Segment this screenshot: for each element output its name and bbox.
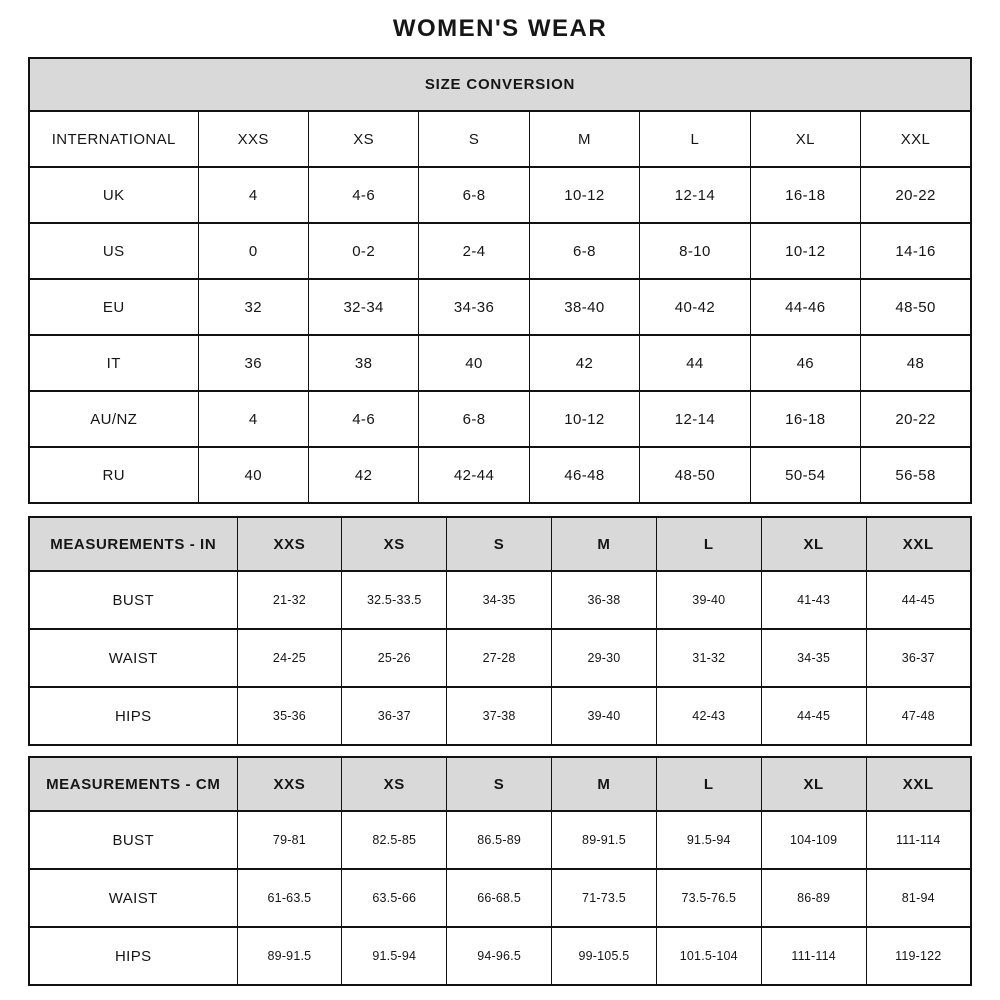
table-row xyxy=(29,869,971,927)
measurement-cell: 25-26 xyxy=(342,629,447,687)
size-cell: 46 xyxy=(750,335,860,391)
size-cell: 50-54 xyxy=(750,447,860,503)
size-cell: 32 xyxy=(198,279,308,335)
size-cell: 16-18 xyxy=(750,391,860,447)
size-cell: 36 xyxy=(198,335,308,391)
table-spacer xyxy=(28,504,972,516)
size-column-header: S xyxy=(447,517,552,571)
measurement-cell: 71-73.5 xyxy=(552,869,657,927)
table-row xyxy=(29,571,971,629)
size-cell: 56-58 xyxy=(861,447,971,503)
size-cell: 0-2 xyxy=(308,223,418,279)
size-cell: 10-12 xyxy=(750,223,860,279)
measurement-cell: 91.5-94 xyxy=(342,927,447,985)
size-column-header: XL xyxy=(761,517,866,571)
measurement-cell: 82.5-85 xyxy=(342,811,447,869)
size-column-header: XS xyxy=(342,517,447,571)
size-column-header: XS xyxy=(342,757,447,811)
size-conversion-table xyxy=(28,57,972,504)
size-cell: 10-12 xyxy=(529,167,639,223)
size-column-header: XXL xyxy=(866,757,971,811)
size-column-header: L xyxy=(656,757,761,811)
measurement-cell: 101.5-104 xyxy=(656,927,761,985)
row-label: EU xyxy=(29,279,198,335)
measurement-cell: 91.5-94 xyxy=(656,811,761,869)
measurement-cell: 94-96.5 xyxy=(447,927,552,985)
size-column-header: XL xyxy=(750,111,860,167)
size-column-header: M xyxy=(552,517,657,571)
measurements-in-table xyxy=(28,516,972,746)
size-column-header: XXL xyxy=(866,517,971,571)
size-cell: 48-50 xyxy=(861,279,971,335)
size-cell: 12-14 xyxy=(640,167,750,223)
size-column-header: M xyxy=(552,757,657,811)
size-column-header: XL xyxy=(761,757,866,811)
size-cell: 38-40 xyxy=(529,279,639,335)
table-caption-row xyxy=(29,58,971,111)
measurement-cell: 89-91.5 xyxy=(237,927,342,985)
measurement-cell: 104-109 xyxy=(761,811,866,869)
measurement-cell: 21-32 xyxy=(237,571,342,629)
row-label: AU/NZ xyxy=(29,391,198,447)
measurement-cell: 86-89 xyxy=(761,869,866,927)
size-cell: 44-46 xyxy=(750,279,860,335)
size-cell: 48-50 xyxy=(640,447,750,503)
table-row xyxy=(29,811,971,869)
measurement-cell: 32.5-33.5 xyxy=(342,571,447,629)
measurement-cell: 86.5-89 xyxy=(447,811,552,869)
measurement-cell: 66-68.5 xyxy=(447,869,552,927)
measurement-cell: 99-105.5 xyxy=(552,927,657,985)
measurement-cell: 41-43 xyxy=(761,571,866,629)
size-cell: 8-10 xyxy=(640,223,750,279)
row-label: IT xyxy=(29,335,198,391)
size-cell: 48 xyxy=(861,335,971,391)
measurement-cell: 61-63.5 xyxy=(237,869,342,927)
size-column-header: S xyxy=(419,111,529,167)
measurement-cell: 119-122 xyxy=(866,927,971,985)
table-row xyxy=(29,335,971,391)
measurement-cell: 39-40 xyxy=(656,571,761,629)
measurement-cell: 31-32 xyxy=(656,629,761,687)
measurement-cell: 36-37 xyxy=(342,687,447,745)
size-cell: 14-16 xyxy=(861,223,971,279)
table-row xyxy=(29,223,971,279)
size-cell: 16-18 xyxy=(750,167,860,223)
measurement-cell: 27-28 xyxy=(447,629,552,687)
table-row xyxy=(29,927,971,985)
measurement-cell: 39-40 xyxy=(552,687,657,745)
size-column-header: L xyxy=(656,517,761,571)
size-column-header: M xyxy=(529,111,639,167)
size-cell: 42 xyxy=(308,447,418,503)
size-cell: 12-14 xyxy=(640,391,750,447)
size-cell: 42 xyxy=(529,335,639,391)
measurement-cell: 89-91.5 xyxy=(552,811,657,869)
size-cell: 38 xyxy=(308,335,418,391)
measurement-cell: 81-94 xyxy=(866,869,971,927)
row-label: BUST xyxy=(29,571,237,629)
measurement-cell: 37-38 xyxy=(447,687,552,745)
row-label: RU xyxy=(29,447,198,503)
row-label: US xyxy=(29,223,198,279)
size-cell: 20-22 xyxy=(861,391,971,447)
size-cell: 6-8 xyxy=(529,223,639,279)
table-row xyxy=(29,391,971,447)
size-column-header: XXS xyxy=(237,757,342,811)
measurement-cell: 34-35 xyxy=(447,571,552,629)
size-cell: 6-8 xyxy=(419,391,529,447)
measurements-cm-table xyxy=(28,756,972,986)
measurement-cell: 24-25 xyxy=(237,629,342,687)
table-spacer xyxy=(28,746,972,756)
size-cell: 4-6 xyxy=(308,167,418,223)
size-cell: 44 xyxy=(640,335,750,391)
table-row xyxy=(29,687,971,745)
measurement-cell: 63.5-66 xyxy=(342,869,447,927)
table-row xyxy=(29,279,971,335)
size-cell: 4 xyxy=(198,167,308,223)
size-cell: 20-22 xyxy=(861,167,971,223)
page-title: WOMEN'S WEAR xyxy=(392,14,608,42)
size-cell: 4-6 xyxy=(308,391,418,447)
measurement-cell: 44-45 xyxy=(761,687,866,745)
size-column-header: S xyxy=(447,757,552,811)
size-column-header: L xyxy=(640,111,750,167)
table-row xyxy=(29,447,971,503)
size-cell: 42-44 xyxy=(419,447,529,503)
size-cell: 40 xyxy=(419,335,529,391)
row-label: UK xyxy=(29,167,198,223)
size-column-header: XXS xyxy=(237,517,342,571)
row-label: HIPS xyxy=(29,927,237,985)
row-label: HIPS xyxy=(29,687,237,745)
size-column-header: XXS xyxy=(198,111,308,167)
row-label: WAIST xyxy=(29,629,237,687)
measurement-cell: 42-43 xyxy=(656,687,761,745)
size-cell: 40 xyxy=(198,447,308,503)
size-cell: 4 xyxy=(198,391,308,447)
size-conversion-header: SIZE CONVERSION xyxy=(29,58,971,111)
size-cell: 10-12 xyxy=(529,391,639,447)
table-header-row xyxy=(29,757,971,811)
measurement-cell: 79-81 xyxy=(237,811,342,869)
measurement-cell: 111-114 xyxy=(761,927,866,985)
table-header-row xyxy=(29,517,971,571)
size-cell: 46-48 xyxy=(529,447,639,503)
row-label: BUST xyxy=(29,811,237,869)
size-cell: 32-34 xyxy=(308,279,418,335)
measurements-in-header: MEASUREMENTS - IN xyxy=(29,517,237,571)
measurement-cell: 35-36 xyxy=(237,687,342,745)
measurement-cell: 29-30 xyxy=(552,629,657,687)
measurement-cell: 47-48 xyxy=(866,687,971,745)
corner-label: INTERNATIONAL xyxy=(29,111,198,167)
size-cell: 34-36 xyxy=(419,279,529,335)
measurements-cm-header: MEASUREMENTS - CM xyxy=(29,757,237,811)
table-row xyxy=(29,167,971,223)
size-cell: 6-8 xyxy=(419,167,529,223)
row-label: WAIST xyxy=(29,869,237,927)
size-cell: 40-42 xyxy=(640,279,750,335)
measurement-cell: 34-35 xyxy=(761,629,866,687)
measurement-cell: 73.5-76.5 xyxy=(656,869,761,927)
measurement-cell: 36-37 xyxy=(866,629,971,687)
size-column-header: XXL xyxy=(861,111,971,167)
size-cell: 2-4 xyxy=(419,223,529,279)
size-cell: 0 xyxy=(198,223,308,279)
table-header-row xyxy=(29,111,971,167)
measurement-cell: 44-45 xyxy=(866,571,971,629)
measurement-cell: 36-38 xyxy=(552,571,657,629)
measurement-cell: 111-114 xyxy=(866,811,971,869)
table-row xyxy=(29,629,971,687)
size-column-header: XS xyxy=(308,111,418,167)
